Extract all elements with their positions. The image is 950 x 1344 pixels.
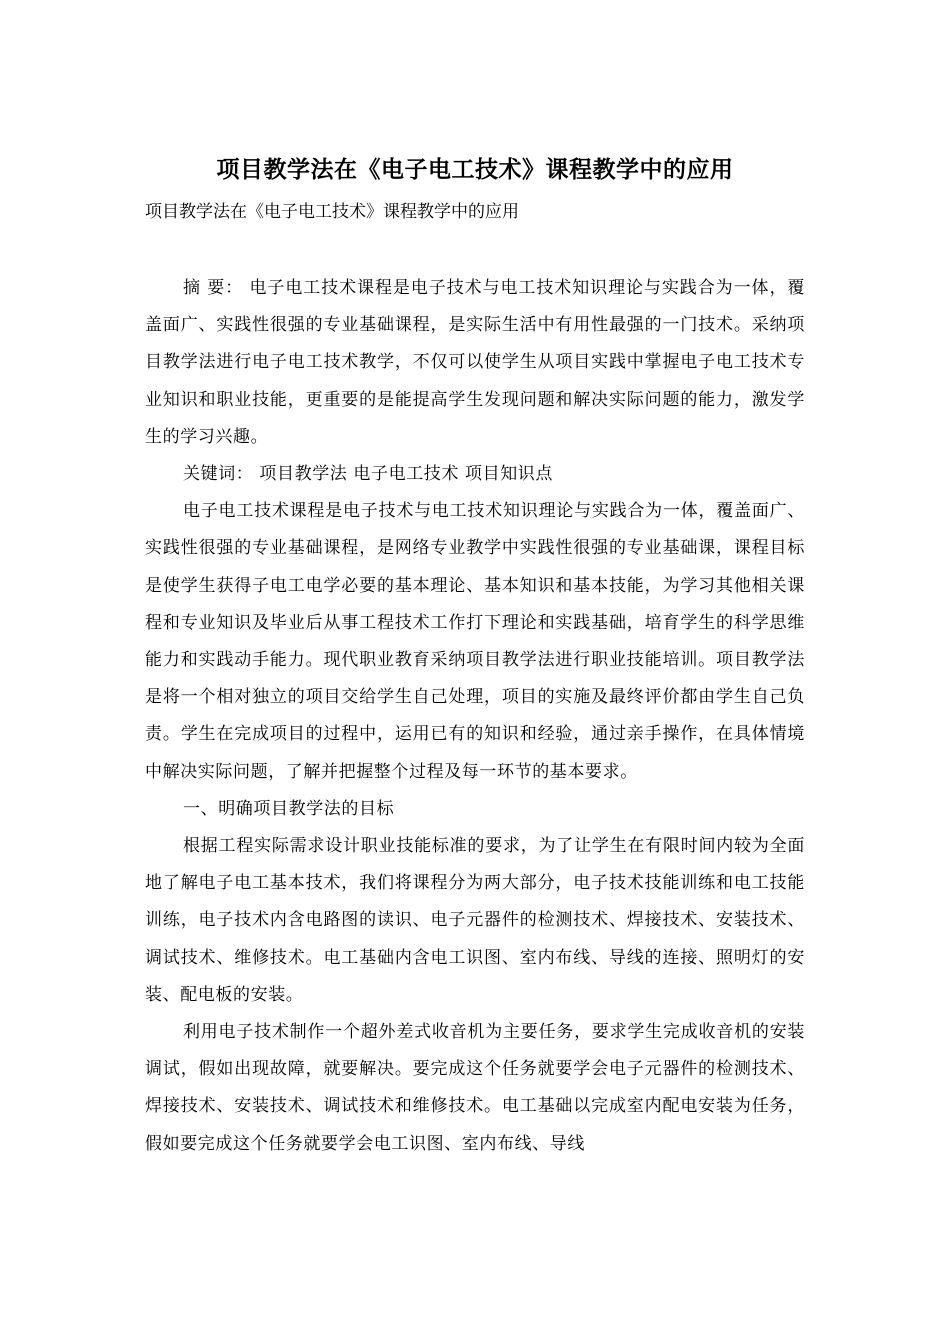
abstract-paragraph: 摘 要： 电子电工技术课程是电子技术与电工技术知识理论与实践合为一体，覆盖面广、实践性很强的专业基础课程，是实际生活中有用性最强的一门技术。采纳项目教学法进行电子电工技术教学，不仅可以使学生从项目实践中掌握电子电工技术专业知识和职业技能，更重要的是能提高学生发现问题和解决实际问题的能力，激发学生的学习兴趣。: [145, 278, 805, 447]
document-body: [145, 270, 805, 1163]
body-paragraph: 根据工程实际需求设计职业技能标准的要求，为了让学生在有限时间内较为全面地了解电子电工基本技术，我们将课程分为两大部分，电子技术技能训练和电工技能训练，电子技术内含电路图的读识、电子元器件的检测技术、焊接技术、安装技术、调试技术、维修技术。电工基础内含电工识图、室内布线、导线的连接、照明灯的安装、配电板的安装。: [145, 836, 805, 1005]
section-heading: 一、明确项目教学法的目标: [183, 798, 395, 819]
document-subtitle: 项目教学法在《电子电工技术》课程教学中的应用: [145, 202, 519, 222]
intro-paragraph: 电子电工技术课程是电子技术与电工技术知识理论与实践合为一体，覆盖面广、实践性很强的专业基础课程，是网络专业教学中实践性很强的专业基础课，课程目标是使学生获得子电工电学必要的基本理论、基本知识和基本技能，为学习其他相关课程和专业知识及毕业后从事工程技术工作打下理论和实践基础，培育学生的科学思维能力和实践动手能力。现代职业教育采纳项目教学法进行职业技能培训。项目教学法是将一个相对独立的项目交给学生自己处理，项目的实施及最终评价都由学生自己负责。学生在完成项目的过程中，运用已有的知识和经验，通过亲手操作，在具体情境中解决实际问题，了解并把握整个过程及每一环节的基本要求。: [145, 501, 805, 782]
keywords-paragraph: 关键词： 项目教学法 电子电工技术 项目知识点: [183, 464, 554, 485]
document-title: 项目教学法在《电子电工技术》课程教学中的应用: [216, 157, 734, 183]
body-paragraph: 利用电子技术制作一个超外差式收音机为主要任务，要求学生完成收音机的安装调试，假如出现故障，就要解决。要完成这个任务就要学会电子元器件的检测技术、焊接技术、安装技术、调试技术和维修技术。电工基础以完成室内配电安装为任务，假如要完成这个任务就要学会电工识图、室内布线、导线: [145, 1022, 805, 1154]
